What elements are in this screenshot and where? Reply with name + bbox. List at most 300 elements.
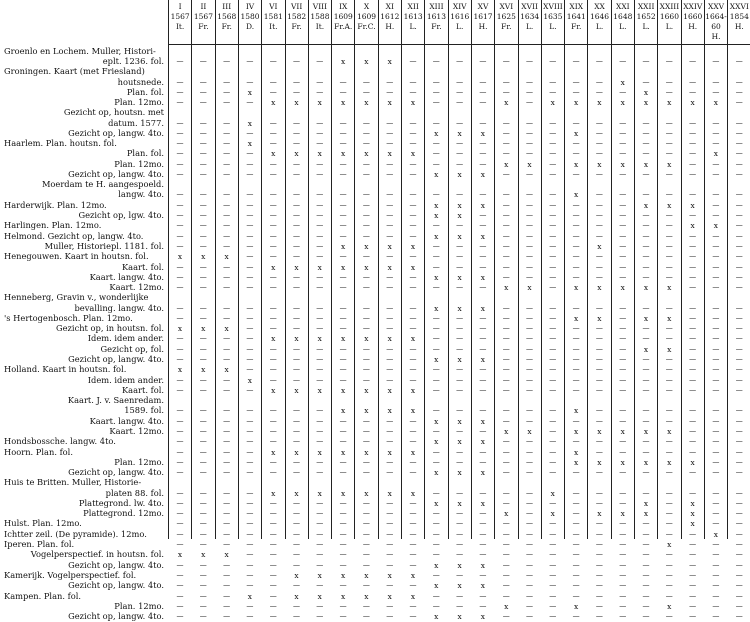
cell-present-mark: x — [667, 98, 672, 108]
cell-absent-dash: — — [502, 303, 510, 312]
cell-absent-dash: — — [199, 581, 207, 590]
cell-absent-dash: — — [502, 550, 510, 559]
cell-absent-dash: — — [199, 118, 207, 127]
row-label: Gezicht op, langw. 4to. — [68, 169, 164, 179]
cell-absent-dash: — — [619, 355, 627, 363]
cell-absent-dash: — — [665, 190, 673, 199]
column-header-roman: III — [222, 2, 232, 11]
cell-absent-dash: — — [502, 77, 510, 86]
cell-present-mark: x — [434, 128, 439, 138]
cell-absent-dash: — — [549, 128, 557, 137]
cell-absent-dash: — — [362, 437, 370, 446]
cell-present-mark: x — [340, 385, 346, 395]
cell-absent-dash: — — [665, 447, 673, 456]
cell-absent-dash: — — [362, 550, 370, 559]
cell-absent-dash: — — [689, 344, 697, 353]
cell-absent-dash: — — [293, 231, 300, 240]
cell-absent-dash: — — [199, 334, 207, 343]
cell-absent-dash: — — [712, 447, 720, 456]
cell-absent-dash: — — [246, 231, 254, 240]
cell-absent-dash: — — [689, 303, 697, 312]
column-header — [355, 2, 377, 44]
cell-absent-dash: — — [362, 498, 370, 507]
cell-absent-dash: — — [316, 509, 324, 518]
cell-absent-dash: — — [479, 87, 487, 96]
cell-present-mark: x — [620, 98, 625, 108]
cell-absent-dash: — — [712, 252, 720, 261]
row-label: Kaart. J. v. Saenredam. — [67, 395, 164, 406]
cell-absent-dash: — — [549, 581, 557, 590]
row-label: Kaart. fol. — [121, 384, 164, 395]
cell-absent-dash: — — [595, 591, 603, 600]
cell-present-mark: x — [387, 591, 392, 601]
cell-absent-dash: — — [246, 200, 254, 209]
cell-absent-dash: — — [456, 57, 464, 66]
cell-absent-dash: — — [735, 385, 743, 394]
cell-absent-dash: — — [432, 570, 440, 579]
cell-absent-dash: — — [176, 241, 184, 250]
cell-absent-dash: — — [176, 447, 184, 456]
cell-absent-dash: — — [595, 385, 603, 394]
cell-absent-dash: — — [339, 581, 347, 590]
row-label: Plan. 12mo. — [114, 600, 164, 611]
cell-absent-dash: — — [595, 57, 603, 66]
cell-absent-dash: — — [432, 241, 440, 250]
cell-present-mark: x — [434, 560, 439, 570]
cell-absent-dash: — — [456, 385, 464, 394]
cell-absent-dash: — — [526, 57, 533, 66]
cell-absent-dash: — — [735, 375, 743, 384]
cell-absent-dash: — — [642, 170, 650, 178]
cell-absent-dash: — — [269, 313, 277, 322]
cell-absent-dash: — — [526, 560, 533, 569]
cell-absent-dash: — — [386, 612, 394, 621]
cell-absent-dash: — — [316, 601, 324, 610]
cell-absent-dash: — — [502, 241, 510, 250]
row-label: Idem. idem ander. — [87, 374, 164, 385]
cell-absent-dash: — — [572, 498, 580, 507]
cell-absent-dash: — — [386, 509, 394, 518]
cell-absent-dash: — — [502, 252, 510, 261]
column-header-roman: XII — [407, 2, 419, 11]
cell-absent-dash: — — [339, 128, 347, 137]
cell-present-mark: x — [387, 149, 392, 159]
cell-absent-dash: — — [176, 560, 184, 569]
cell-absent-dash: — — [595, 468, 603, 477]
row-label: Plan. 12mo. — [114, 158, 164, 169]
cell-absent-dash: — — [479, 344, 487, 353]
cell-absent-dash: — — [642, 540, 650, 548]
cell-absent-dash: — — [176, 540, 184, 548]
cell-present-mark: x — [550, 98, 555, 108]
cell-absent-dash: — — [432, 344, 440, 353]
cell-absent-dash: — — [456, 334, 464, 343]
cell-present-mark: x — [364, 57, 369, 67]
cell-absent-dash: — — [269, 57, 277, 66]
cell-absent-dash: — — [735, 406, 743, 415]
cell-absent-dash: — — [362, 211, 370, 219]
cell-absent-dash: — — [549, 200, 557, 209]
cell-absent-dash: — — [642, 149, 650, 158]
cell-absent-dash: — — [479, 118, 487, 127]
row-label: platen 88. fol. — [105, 487, 164, 498]
cell-absent-dash: — — [619, 375, 627, 384]
cell-absent-dash: — — [642, 324, 650, 333]
cell-absent-dash: — — [526, 581, 533, 590]
cell-absent-dash: — — [712, 457, 720, 466]
cell-present-mark: x — [317, 334, 322, 344]
cell-absent-dash: — — [642, 355, 650, 363]
column-header — [542, 2, 564, 44]
cell-absent-dash: — — [199, 447, 207, 456]
column-header — [379, 2, 401, 44]
column-header-ed: Fr. — [198, 22, 209, 31]
column-header-roman: II — [200, 2, 207, 11]
cell-absent-dash: — — [316, 468, 324, 477]
column-header-year: 1660 — [683, 12, 703, 21]
cell-absent-dash: — — [269, 416, 277, 425]
cell-absent-dash: — — [293, 560, 300, 569]
cell-absent-dash: — — [456, 447, 464, 456]
cell-absent-dash: — — [456, 241, 464, 250]
cell-absent-dash: — — [619, 211, 627, 219]
cell-present-mark: x — [667, 283, 672, 293]
cell-present-mark: x — [434, 170, 439, 179]
cell-absent-dash: — — [572, 519, 580, 528]
cell-absent-dash: — — [223, 303, 231, 312]
row-label: Gezicht op, langw. 4to. — [68, 127, 164, 138]
cell-absent-dash: — — [269, 612, 277, 621]
cell-absent-dash: — — [362, 529, 370, 538]
cell-absent-dash: — — [386, 457, 394, 466]
cell-absent-dash: — — [735, 87, 743, 96]
cell-absent-dash: — — [386, 426, 394, 435]
cell-absent-dash: — — [502, 262, 510, 271]
column-header-roman: XXVI — [729, 2, 749, 11]
cell-absent-dash: — — [293, 416, 300, 425]
cell-absent-dash: — — [269, 365, 277, 374]
cell-absent-dash: — — [712, 560, 720, 569]
cell-absent-dash: — — [735, 529, 743, 538]
cell-absent-dash: — — [572, 262, 580, 271]
cell-absent-dash: — — [595, 581, 603, 590]
cell-absent-dash: — — [199, 98, 207, 107]
cell-present-mark: x — [457, 200, 462, 210]
cell-absent-dash: — — [432, 149, 440, 158]
cell-present-mark: x — [177, 252, 183, 262]
cell-present-mark: x — [364, 149, 369, 159]
cell-present-mark: x — [643, 87, 649, 97]
cell-absent-dash: — — [223, 98, 231, 107]
cell-present-mark: x — [294, 591, 299, 601]
cell-absent-dash: — — [246, 560, 254, 569]
cell-absent-dash: — — [223, 570, 231, 579]
row-label: Harlingen. Plan. 12mo. — [4, 220, 102, 231]
cell-absent-dash: — — [223, 426, 231, 435]
cell-absent-dash: — — [689, 118, 697, 127]
cell-absent-dash: — — [712, 313, 720, 322]
cell-absent-dash: — — [665, 355, 673, 363]
cell-present-mark: x — [573, 447, 579, 457]
cell-absent-dash: — — [409, 509, 417, 518]
column-header-year: 1568 — [217, 12, 237, 21]
row-label: Kaart. langw. 4to. — [89, 415, 164, 426]
cell-absent-dash: — — [549, 313, 557, 322]
cell-absent-dash: — — [665, 231, 673, 240]
cell-absent-dash: — — [735, 57, 743, 66]
cell-present-mark: x — [387, 334, 392, 344]
cell-absent-dash: — — [246, 190, 254, 199]
cell-absent-dash: — — [665, 375, 673, 384]
cell-absent-dash: — — [223, 560, 231, 569]
cell-absent-dash: — — [316, 77, 324, 86]
cell-absent-dash: — — [502, 313, 510, 322]
cell-absent-dash: — — [316, 416, 324, 425]
cell-absent-dash: — — [176, 468, 184, 477]
cell-absent-dash: — — [642, 231, 650, 240]
cell-absent-dash: — — [619, 200, 627, 209]
cell-absent-dash: — — [642, 447, 650, 456]
cell-absent-dash: — — [665, 303, 673, 312]
cell-absent-dash: — — [316, 365, 324, 374]
cell-absent-dash: — — [502, 468, 510, 477]
cell-absent-dash: — — [176, 211, 184, 219]
cell-absent-dash: — — [502, 344, 510, 353]
cell-absent-dash: — — [479, 241, 487, 250]
cell-absent-dash: — — [176, 437, 184, 446]
cell-present-mark: x — [294, 262, 299, 272]
cell-present-mark: x — [480, 612, 485, 622]
cell-absent-dash: — — [199, 385, 207, 394]
cell-absent-dash: — — [502, 581, 510, 590]
cell-absent-dash: — — [526, 262, 533, 271]
cell-absent-dash: — — [269, 272, 277, 281]
cell-absent-dash: — — [526, 303, 533, 312]
cell-absent-dash: — — [362, 519, 370, 528]
column-header — [309, 2, 331, 44]
column-header-year: 1641 — [566, 12, 586, 21]
column-header-ed: L. — [642, 22, 650, 31]
cell-absent-dash: — — [246, 283, 254, 292]
cell-absent-dash: — — [619, 324, 627, 333]
cell-absent-dash: — — [269, 355, 277, 363]
cell-absent-dash: — — [409, 87, 417, 96]
cell-absent-dash: — — [572, 385, 580, 394]
cell-absent-dash: — — [339, 139, 347, 148]
cell-absent-dash: — — [735, 334, 743, 343]
column-header-year: 1567 — [193, 12, 213, 21]
cell-absent-dash: — — [223, 406, 231, 415]
cell-absent-dash: — — [246, 385, 254, 394]
cell-absent-dash: — — [502, 128, 510, 137]
cell-absent-dash: — — [246, 252, 254, 261]
cell-present-mark: x — [177, 324, 183, 334]
cell-absent-dash: — — [456, 139, 464, 148]
cell-absent-dash: — — [619, 540, 627, 548]
cell-absent-dash: — — [549, 344, 557, 353]
cell-absent-dash: — — [479, 221, 487, 230]
cell-present-mark: x — [504, 159, 509, 169]
cell-absent-dash: — — [269, 570, 277, 579]
cell-absent-dash: — — [712, 601, 720, 610]
cell-absent-dash: — — [176, 262, 184, 271]
cell-absent-dash: — — [479, 98, 487, 107]
cell-absent-dash: — — [269, 437, 277, 446]
cell-absent-dash: — — [479, 313, 487, 322]
cell-absent-dash: — — [246, 303, 254, 312]
cell-absent-dash: — — [712, 334, 720, 343]
cell-absent-dash: — — [572, 118, 580, 127]
cell-absent-dash: — — [689, 334, 697, 343]
cell-absent-dash: — — [223, 272, 231, 281]
cell-absent-dash: — — [269, 128, 277, 137]
cell-absent-dash: — — [712, 426, 720, 435]
cell-absent-dash: — — [456, 324, 464, 333]
cell-present-mark: x — [410, 149, 416, 159]
cell-absent-dash: — — [735, 365, 743, 374]
cell-absent-dash: — — [339, 529, 347, 538]
cell-absent-dash: — — [362, 365, 370, 374]
cell-present-mark: x — [457, 560, 462, 570]
cell-absent-dash: — — [479, 262, 487, 271]
cell-present-mark: x — [480, 560, 485, 570]
column-header — [286, 2, 308, 44]
cell-absent-dash: — — [619, 612, 627, 621]
cell-present-mark: x — [667, 344, 672, 354]
row-label: bevalling. langw. 4to. — [74, 302, 164, 313]
cell-absent-dash: — — [665, 252, 673, 261]
cell-present-mark: x — [713, 221, 718, 231]
cell-absent-dash: — — [712, 272, 720, 281]
cell-absent-dash: — — [293, 457, 300, 466]
cell-absent-dash: — — [199, 375, 207, 384]
cell-absent-dash: — — [479, 149, 487, 158]
cell-absent-dash: — — [223, 529, 231, 538]
cell-absent-dash: — — [689, 468, 697, 477]
cell-absent-dash: — — [246, 344, 254, 353]
cell-absent-dash: — — [223, 170, 231, 178]
cell-present-mark: x — [643, 344, 649, 354]
cell-present-mark: x — [247, 375, 252, 385]
cell-absent-dash: — — [432, 334, 440, 343]
cell-present-mark: x — [643, 159, 649, 169]
cell-absent-dash: — — [199, 283, 207, 292]
cell-absent-dash: — — [712, 416, 720, 425]
cell-absent-dash: — — [176, 529, 184, 538]
cell-absent-dash: — — [549, 416, 557, 425]
column-header-year: 1612 — [380, 12, 400, 21]
cell-absent-dash: — — [293, 426, 300, 435]
cell-absent-dash: — — [456, 344, 464, 353]
cell-absent-dash: — — [246, 447, 254, 456]
column-header — [216, 2, 238, 44]
cell-absent-dash: — — [479, 457, 487, 466]
cell-absent-dash: — — [689, 262, 697, 271]
cell-absent-dash: — — [502, 519, 510, 528]
cell-present-mark: x — [667, 540, 672, 549]
cell-present-mark: x — [620, 509, 625, 519]
cell-absent-dash: — — [409, 426, 417, 435]
cell-absent-dash: — — [269, 426, 277, 435]
cell-absent-dash: — — [642, 365, 650, 374]
cell-absent-dash: — — [269, 200, 277, 209]
cell-absent-dash: — — [735, 560, 743, 569]
cell-absent-dash: — — [642, 612, 650, 621]
cell-absent-dash: — — [619, 190, 627, 199]
cell-absent-dash: — — [479, 375, 487, 384]
cell-absent-dash: — — [199, 200, 207, 209]
cell-absent-dash: — — [386, 139, 394, 148]
cell-absent-dash: — — [223, 190, 231, 199]
cell-present-mark: x — [294, 447, 299, 457]
cell-absent-dash: — — [176, 283, 184, 292]
cell-absent-dash: — — [712, 540, 720, 548]
cell-absent-dash: — — [176, 612, 184, 621]
cell-absent-dash: — — [595, 519, 603, 528]
cell-absent-dash: — — [339, 601, 347, 610]
cell-absent-dash: — — [409, 139, 417, 148]
cell-absent-dash: — — [595, 334, 603, 343]
cell-present-mark: x — [271, 488, 276, 498]
cell-present-mark: x — [527, 426, 532, 436]
cell-absent-dash: — — [619, 550, 627, 559]
cell-absent-dash: — — [176, 519, 184, 528]
column-header — [495, 2, 517, 44]
cell-present-mark: x — [480, 231, 485, 241]
cell-absent-dash: — — [269, 498, 277, 507]
column-header-roman: VIII — [312, 2, 328, 11]
cell-absent-dash: — — [386, 313, 394, 322]
cell-absent-dash: — — [293, 139, 300, 148]
cell-absent-dash: — — [595, 272, 603, 281]
cell-absent-dash: — — [526, 139, 533, 148]
cell-absent-dash: — — [293, 601, 300, 610]
cell-absent-dash: — — [176, 149, 184, 158]
cell-present-mark: x — [364, 98, 369, 108]
cell-absent-dash: — — [526, 334, 533, 343]
cell-absent-dash: — — [549, 231, 557, 240]
cell-present-mark: x — [690, 519, 695, 529]
cell-present-mark: x — [457, 468, 462, 478]
cell-absent-dash: — — [526, 190, 533, 199]
cell-absent-dash: — — [595, 170, 603, 178]
cell-present-mark: x — [643, 509, 649, 519]
cell-absent-dash: — — [409, 457, 417, 466]
cell-absent-dash: — — [526, 447, 533, 456]
column-header-roman: VI — [269, 2, 278, 11]
cell-absent-dash: — — [246, 57, 254, 66]
cell-absent-dash: — — [432, 519, 440, 528]
cell-absent-dash: — — [362, 601, 370, 610]
cell-present-mark: x — [271, 447, 276, 457]
cell-absent-dash: — — [246, 365, 254, 374]
cell-absent-dash: — — [293, 241, 300, 250]
cell-absent-dash: — — [223, 416, 231, 425]
cell-absent-dash: — — [199, 570, 207, 579]
cell-absent-dash: — — [526, 550, 533, 559]
cell-absent-dash: — — [479, 447, 487, 456]
cell-absent-dash: — — [665, 118, 673, 127]
cell-absent-dash: — — [572, 231, 580, 240]
cell-absent-dash: — — [362, 303, 370, 312]
cell-absent-dash: — — [223, 231, 231, 240]
row-label: houtsnede. — [117, 76, 164, 87]
cell-absent-dash: — — [456, 262, 464, 271]
cell-present-mark: x — [643, 98, 649, 108]
cell-absent-dash: — — [362, 190, 370, 199]
cell-absent-dash: — — [432, 509, 440, 518]
cell-absent-dash: — — [223, 241, 231, 250]
